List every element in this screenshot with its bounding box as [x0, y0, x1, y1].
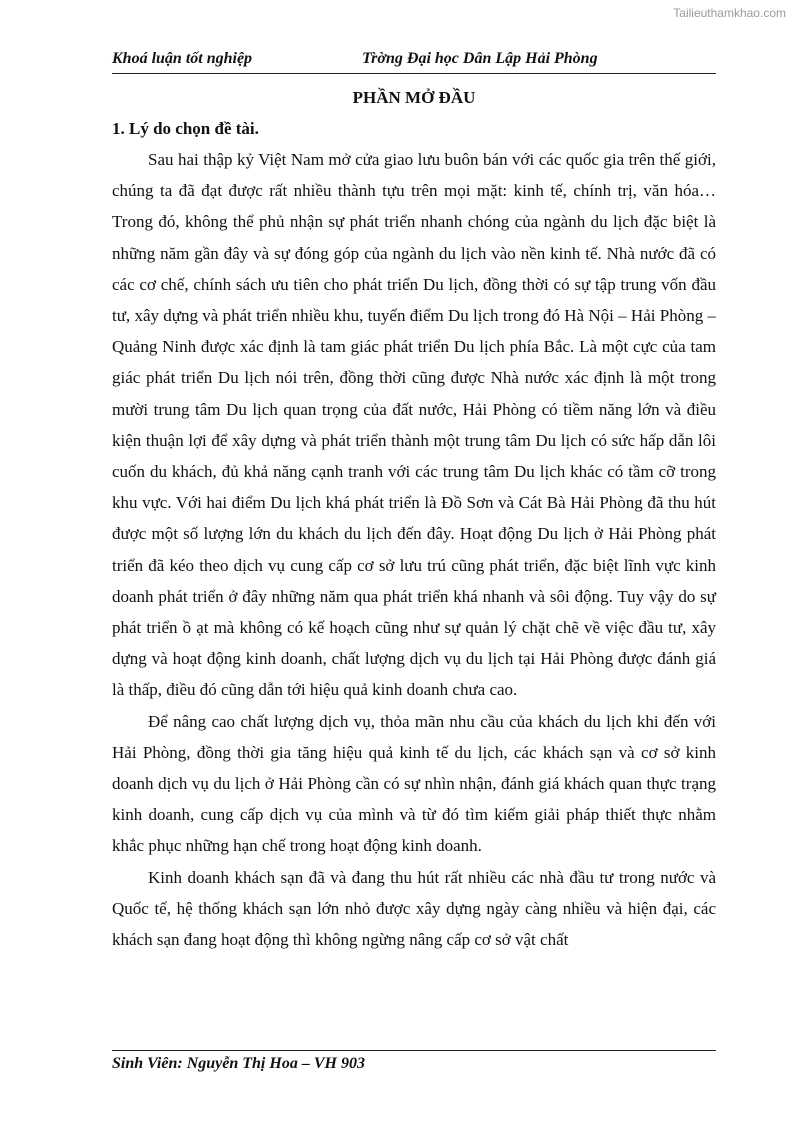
page-footer: Sinh Viên: Nguyễn Thị Hoa – VH 903	[112, 1055, 365, 1072]
header-thesis-label: Khoá luận tốt nghiệp	[112, 50, 253, 67]
document-body	[112, 144, 716, 955]
header-divider	[112, 73, 716, 74]
paragraph: Sau hai thập kỷ Việt Nam mở cửa giao lưu buôn bán với các quốc gia trên thế giới, chúng ta đã đạt được rất nhiều thành tựu trên mọi mặt: kinh tế, chính trị, văn hóa… Trong đó, không thể phủ nhận sự phát triển nhanh chóng của ngành du lịch đặc biệt là những năm gần đây và sự đóng góp của ngành du lịch vào nền kinh tế. Nhà nước đã có các cơ chế, chính sách ưu tiên cho phát triển Du lịch, đồng thời có sự tập trung vốn đầu tư, xây dựng và phát triển nhiều khu, tuyến điểm Du lịch trong đó Hà Nội – Hải Phòng – Quảng Ninh được xác định là tam giác phát triển Du lịch phía Bắc. Là một cực của tam giác phát triển Du lịch nói trên, đồng thời cũng được Nhà nước xác định là một trong mười trung tâm Du lịch quan trọng của đất nước, Hải Phòng có tiềm năng lớn và điều kiện thuận lợi để xây dựng và phát triển thành một trung tâm Du lịch có sức hấp dẫn lôi cuốn du khách, đủ khả năng cạnh tranh với các trung tâm Du lịch khác có tầm cỡ trong khu vực. Với hai điểm Du lịch khá phát triển là Đồ Sơn và Cát Bà Hải Phòng đã thu hút được một số lượng lớn du khách du lịch đến đây. Hoạt động Du lịch ở Hải Phòng phát triển đã kéo theo dịch vụ cung cấp cơ sở lưu trú cũng phát triển, đặc biệt lĩnh vực kinh doanh phát triển ở đây những năm qua phát triển khá nhanh và sôi động. Tuy vậy do sự phát triển ồ ạt mà không có kế hoạch cũng như sự quản lý chặt chẽ về việc đầu tư, xây dựng và hoạt động kinh doanh, chất lượng dịch vụ du lịch tại Hải Phòng được đánh giá là thấp, điều đó cũng dẫn tới hiệu quả kinh doanh chưa cao.	[112, 150, 716, 700]
header-university: Tr̀ờng Đại học Dân Lập Hải Phòng	[362, 50, 598, 67]
paragraph: Kinh doanh khách sạn đã và đang thu hút rất nhiều các nhà đầu tư trong nước và Quốc tế, hệ thống khách sạn lớn nhỏ được xây dựng ngày càng nhiều và hiện đại, các khách sạn đang hoạt động thì không ngừng nâng cấp cơ sở vật chất	[112, 867, 716, 950]
page-title: PHẦN MỞ ĐẦU	[352, 88, 476, 107]
paragraph: Để nâng cao chất lượng dịch vụ, thỏa mãn nhu cầu của khách du lịch khi đến với Hải Phòng, đồng thời gia tăng hiệu quả kinh tế du lịch, các khách sạn và cơ sở kinh doanh dịch vụ du lịch ở Hải Phòng cần có sự nhìn nhận, đánh giá khách quan thực trạng kinh doanh, cung cấp dịch vụ của mình và từ đó tìm kiếm giải pháp thiết thực nhằm khắc phục những hạn chế trong hoạt động kinh doanh.	[112, 711, 716, 856]
footer-divider	[112, 1050, 716, 1051]
watermark: Tailieuthamkhao.com	[673, 6, 786, 20]
page-header	[112, 50, 716, 72]
section-heading: 1. Lý do chọn đề tài.	[112, 119, 259, 138]
